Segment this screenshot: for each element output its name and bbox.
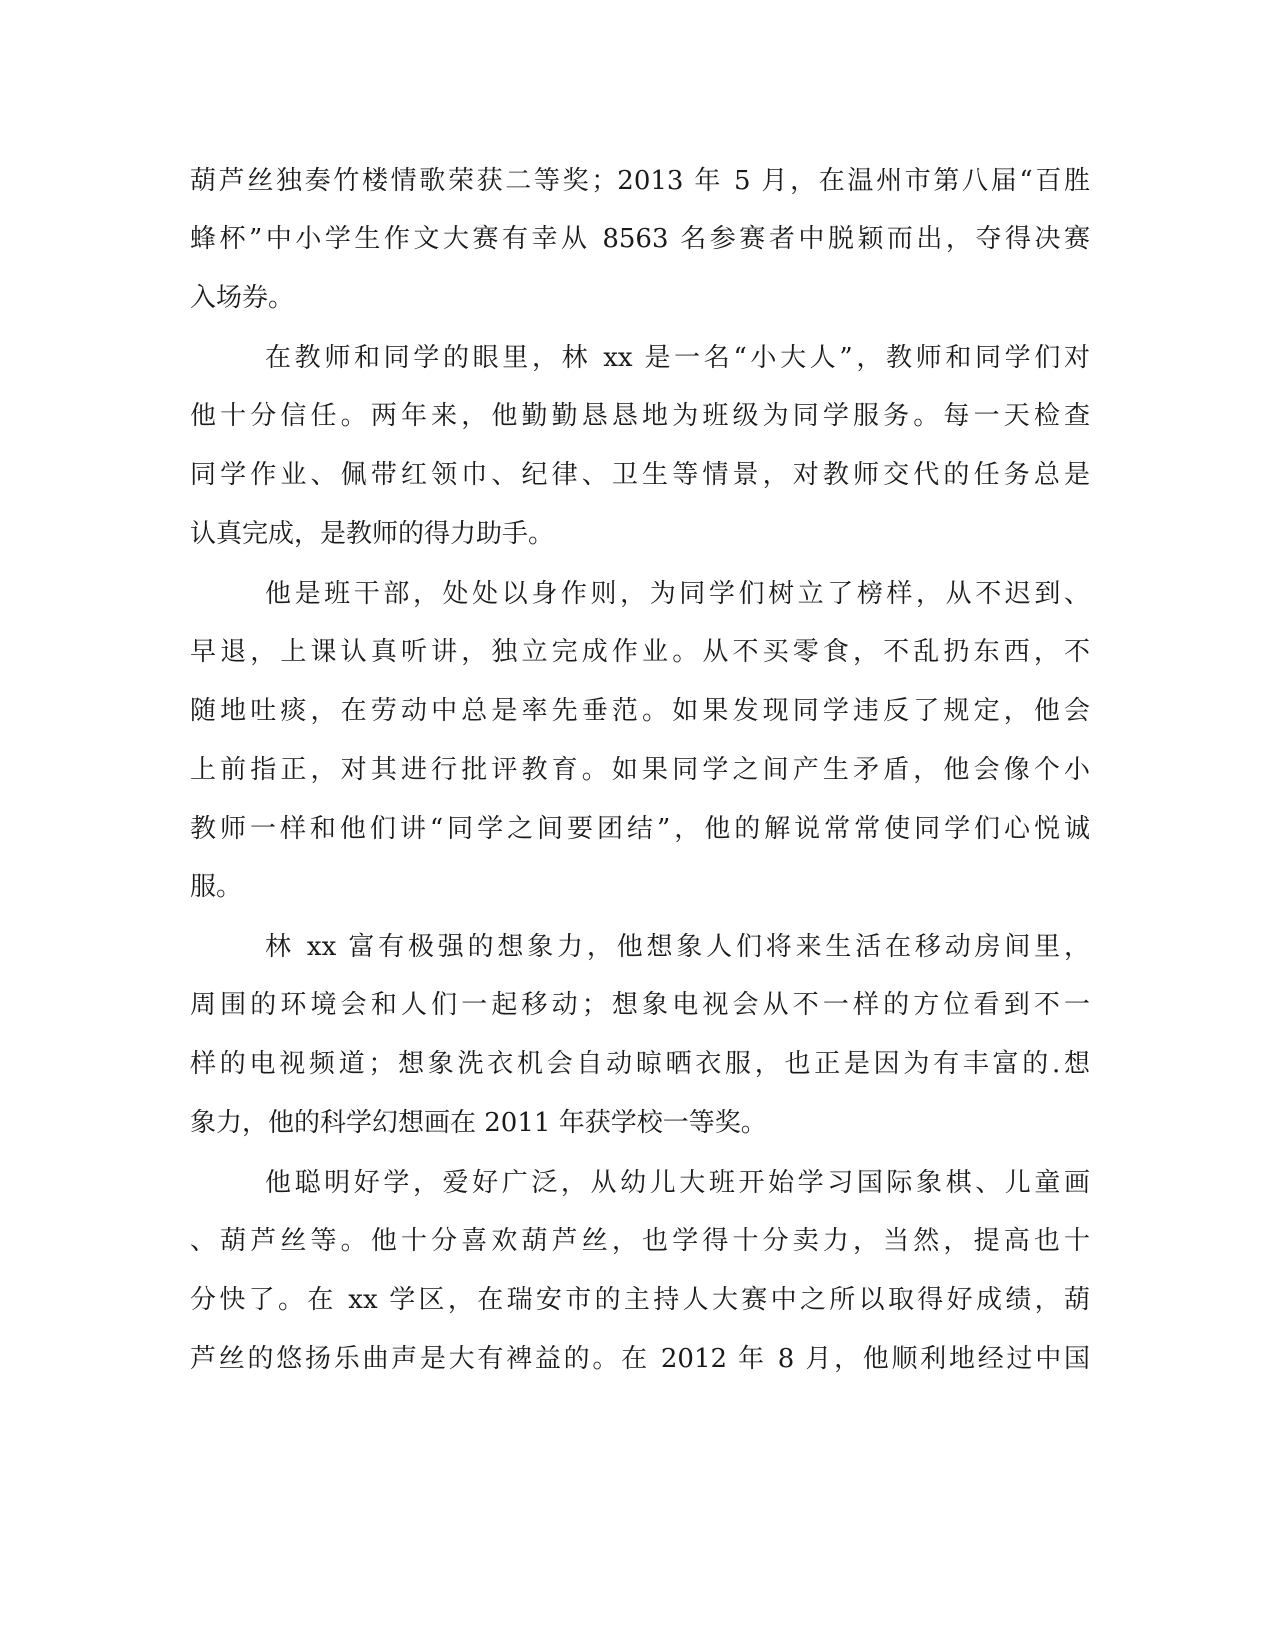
paragraph-first-line: 林 xx 富有极强的想象力，他想象人们将来生活在移动房间里， xyxy=(265,932,1090,962)
text-line: 服。 xyxy=(190,872,243,902)
text-line: 上前指正，对其进行批评教育。如果同学之间产生矛盾，他会像个小 xyxy=(190,755,1090,785)
text-line: 认真完成，是教师的得力助手。 xyxy=(190,519,555,549)
text-line: 早退，上课认真听讲，独立完成作业。从不买零食，不乱扔东西，不 xyxy=(190,637,1090,667)
text-line: 样的电视频道；想象洗衣机会自动晾晒衣服，也正是因为有丰富的.想 xyxy=(190,1049,1090,1079)
text-line: 象力，他的科学幻想画在 2011 年获学校一等奖。 xyxy=(190,1108,767,1138)
text-line: 蜂杯”中小学生作文大赛有幸从 8563 名参赛者中脱颖而出，夺得决赛 xyxy=(190,224,1090,254)
text-line: 随地吐痰，在劳动中总是率先垂范。如果发现同学违反了规定，他会 xyxy=(190,696,1090,726)
text-line: 、葫芦丝等。他十分喜欢葫芦丝，也学得十分卖力，当然，提高也十 xyxy=(190,1226,1090,1256)
text-line: 分快了。在 xx 学区，在瑞安市的主持人大赛中之所以取得好成绩，葫 xyxy=(190,1285,1090,1315)
text-line: 教师一样和他们讲“同学之间要团结”，他的解说常常使同学们心悦诚 xyxy=(190,814,1090,844)
paragraph-first-line: 在教师和同学的眼里，林 xx 是一名“小大人”，教师和同学们对 xyxy=(265,343,1090,373)
text-line: 同学作业、佩带红领巾、纪律、卫生等情景，对教师交代的任务总是 xyxy=(190,460,1090,490)
text-line: 他十分信任。两年来，他勤勤恳恳地为班级为同学服务。每一天检查 xyxy=(190,401,1090,431)
text-line: 入场券。 xyxy=(190,283,295,313)
paragraph-first-line: 他是班干部，处处以身作则，为同学们树立了榜样，从不迟到、 xyxy=(265,579,1090,609)
paragraph-first-line: 他聪明好学，爱好广泛，从幼儿大班开始学习国际象棋、儿童画 xyxy=(265,1168,1090,1198)
text-line: 周围的环境会和人们一起移动；想象电视会从不一样的方位看到不一 xyxy=(190,990,1090,1020)
text-line: 葫芦丝独奏竹楼情歌荣获二等奖；2013 年 5 月，在温州市第八届“百胜 xyxy=(190,166,1090,196)
text-line: 芦丝的悠扬乐曲声是大有裨益的。在 2012 年 8 月，他顺利地经过中国 xyxy=(190,1344,1090,1374)
